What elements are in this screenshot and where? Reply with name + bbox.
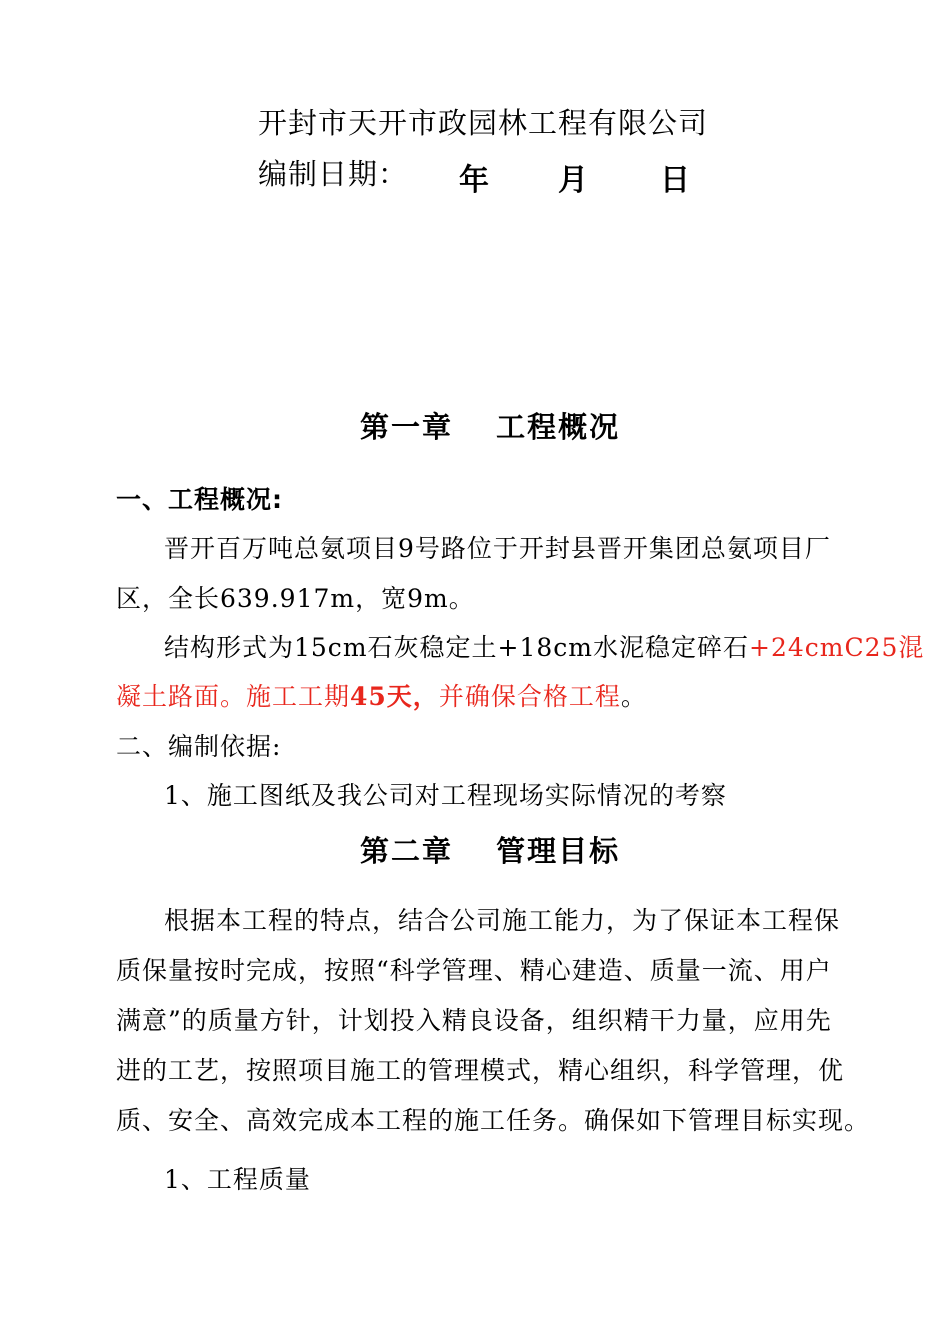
- para2-line2: [116, 680, 647, 714]
- chapter2-para-line-1: 根据本工程的特点，结合公司施工能力，为了保证本工程保: [164, 906, 841, 935]
- quality-item-1: 1、工程质量: [164, 1165, 311, 1194]
- section1-heading: 一、工程概况:: [116, 485, 283, 514]
- para2-line1: [164, 631, 924, 665]
- para1-line1: 晋开百万吨总氨项目9号路位于开封县晋开集团总氨项目厂: [164, 534, 831, 563]
- chapter1-title: 第一章 工程概况: [360, 410, 621, 444]
- para2-line2-red-bold: 45天，: [350, 682, 439, 711]
- para1-line2: 区，全长639.917m，宽9m。: [116, 584, 475, 613]
- chapter2-title: 第二章 管理目标: [360, 834, 621, 868]
- date-label: 编制日期：: [258, 157, 409, 191]
- para2-line1-red: +24cmC25混: [749, 633, 925, 662]
- basis-item-1: 1、施工图纸及我公司对工程现场实际情况的考察: [164, 781, 727, 810]
- date-month: 月: [558, 163, 588, 198]
- section2-heading: 二、编制依据:: [116, 732, 282, 761]
- chapter2-para-line-3: 满意”的质量方针，计划投入精良设备，组织精干力量，应用先: [116, 1006, 832, 1035]
- date-day: 日: [660, 163, 690, 198]
- para2-line2-period: 。: [620, 682, 647, 711]
- chapter2-para-line-5: 质、安全、高效完成本工程的施工任务。确保如下管理目标实现。: [116, 1106, 871, 1135]
- para2-line1-black: 结构形式为15cm石灰稳定土+18cm水泥稳定碎石: [164, 633, 749, 662]
- date-year: 年: [459, 163, 489, 198]
- company-name: 开封市天开市政园林工程有限公司: [258, 106, 709, 140]
- para2-line2-red-c: 并确保合格工程: [438, 682, 621, 711]
- chapter2-para-line-4: 进的工艺，按照项目施工的管理模式，精心组织，科学管理，优: [116, 1056, 845, 1085]
- chapter2-para-line-2: 质保量按时完成，按照“科学管理、精心建造、质量一流、用户: [116, 956, 832, 985]
- para2-line2-red-a: 凝土路面。施工工期: [116, 682, 351, 711]
